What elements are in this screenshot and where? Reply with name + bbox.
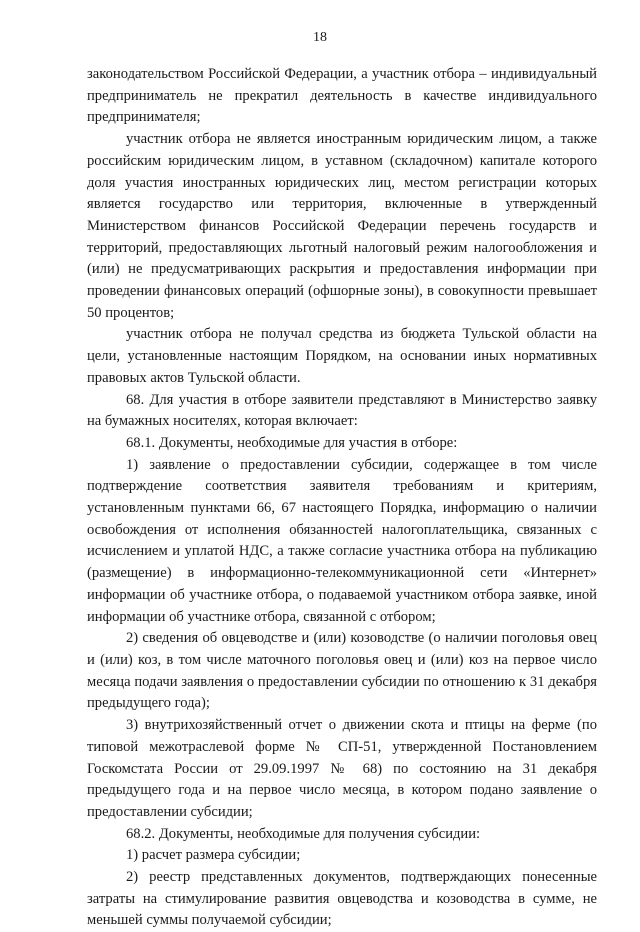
paragraph-68-1-item-1: 1) заявление о предоставлении субсидии, содержащее в том числе подтверждение соответствия заявителя требованиям и критериям, установленным пунктами 66, 67 настоящего Порядка, информацию о наличии освобождения от исполнения обязанностей налогоплательщика, связанных с исчислением и уплатой НДС, а также согласие участника отбора на публикацию (размещение) в информационно-телекоммуникационной сети «Интернет» информации об участнике отбора, о подаваемой участником отбора заявке, иной информации об участнике отбора, связанной с отбором; xyxy=(87,456,597,625)
paragraph-68-1-item-2: 2) сведения об овцеводстве и (или) козоводстве (о наличии поголовья овец и (или) коз, в том числе маточного поголовья овец и (или) коз на первое число месяца подачи заявления о предоставлении субсидии по отношению к 31 декабря предыдущего года); xyxy=(87,630,597,712)
paragraph-68-1-item-3: 3) внутрихозяйственный отчет о движении скота и птицы на ферме (по типовой межотраслевой форме № СП-51, утвержденной Постановлением Госкомстата России от 29.09.1997 № 68) по состоянию на 31 декабря предыдущего года и на первое число месяца, в котором подано заявление о предоставлении субсидии; xyxy=(87,717,597,820)
paragraph-68-2-item-2: 2) реестр представленных документов, подтверждающих понесенные затраты на стимулирование развития овцеводства и козоводства в сумме, не меньшей суммы получаемой субсидии; xyxy=(87,869,597,929)
paragraph-budget-condition: участник отбора не получал средства из бюджета Тульской области на цели, установленные настоящим Порядком, на основании иных нормативных правовых актов Тульской области. xyxy=(87,326,597,386)
page-number: 18 xyxy=(313,30,327,45)
paragraph-68-2-item-1: 1) расчет размера субсидии; xyxy=(126,847,301,864)
document-body xyxy=(87,64,597,932)
paragraph-continuation: законодательством Российской Федерации, а участник отбора – индивидуальный предприниматель не прекратил деятельность в качестве индивидуального предпринимателя; xyxy=(87,66,597,126)
paragraph-68: 68. Для участия в отборе заявители представляют в Министерство заявку на бумажных носителях, которая включает: xyxy=(87,391,597,430)
paragraph-68-2: 68.2. Документы, необходимые для получения субсидии: xyxy=(126,825,481,842)
paragraph-68-1: 68.1. Документы, необходимые для участия в отборе: xyxy=(126,434,458,451)
paragraph-offshore-condition: участник отбора не является иностранным юридическим лицом, а также российским юридическим лицом, в уставном (складочном) капитале которого доля участия иностранных юридических лиц, местом регистрации которых является государство или территория, включенные в утвержденный Министерством финансов Российской Федерации перечень государств и территорий, предоставляющих льготный налоговый режим налогообложения и (или) не предусматривающих раскрытия и предоставления информации при проведении финансовых операций (офшорные зоны), в совокупности превышает 50 процентов; xyxy=(87,131,597,321)
